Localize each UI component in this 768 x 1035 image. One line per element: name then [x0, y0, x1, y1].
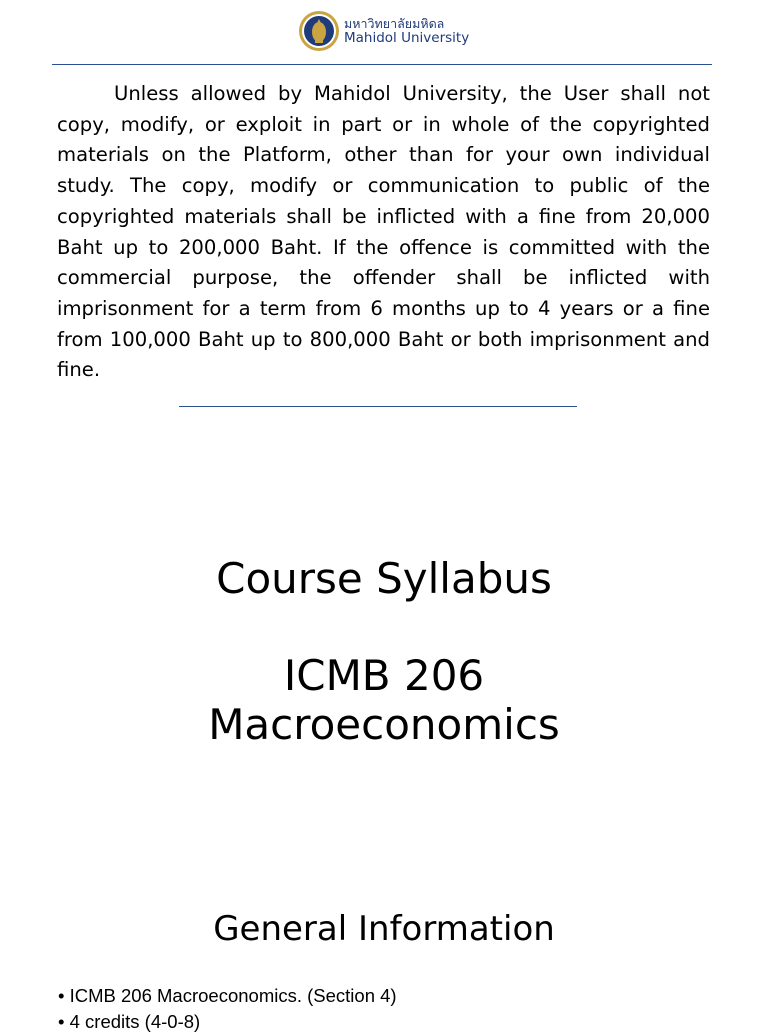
copyright-notice: Unless allowed by Mahidol University, the User shall not copy, modify, or exploit in part or in whole of the copyrighted materials on the Platform, other than for your own individual study. The copy, modify or communication to public of the copyrighted materials shall be inflicted with a fine from 20,000 Baht up to 200,000 Baht. If the offence is committed with the commercial purpose, the offender shall be inflicted with imprisonment for a term from 6 months up to 4 years or a fine from 100,000 Baht up to 800,000 Baht or both imprisonment and fine.: [57, 82, 710, 382]
list-item: • 4 credits (4-0-8): [58, 1009, 397, 1035]
logo-text: [344, 17, 469, 45]
header-divider: [52, 64, 712, 65]
notice-divider: [179, 406, 577, 407]
section-heading: General Information: [213, 909, 555, 949]
logo-thai-name: มหาวิทยาลัยมหิดล: [344, 16, 445, 31]
list-item: • ICMB 206 Macroeconomics. (Section 4): [58, 983, 397, 1009]
course-code: ICMB 206: [283, 651, 485, 700]
general-info-list: [58, 983, 397, 1035]
university-seal-icon: [298, 10, 340, 52]
document-title: Course Syllabus: [216, 554, 552, 603]
course-title: [0, 651, 768, 749]
university-logo: [298, 10, 469, 52]
course-name: Macroeconomics: [208, 700, 560, 749]
logo-english-name: Mahidol University: [344, 30, 470, 46]
